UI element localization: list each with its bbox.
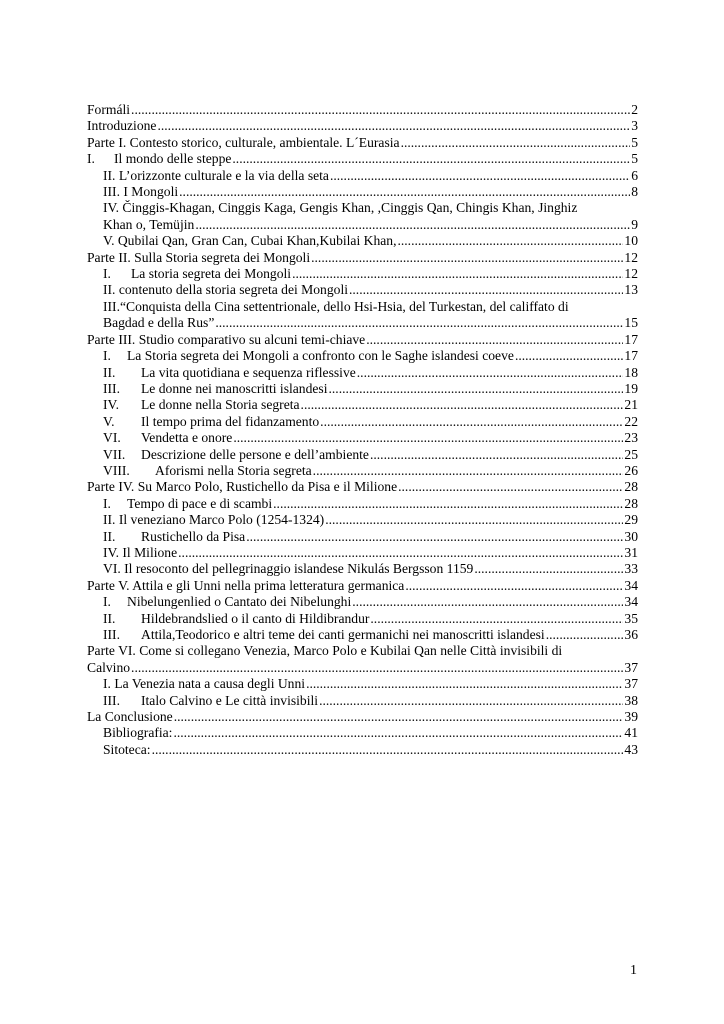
toc-dot-leader <box>152 742 624 758</box>
toc-entry-page: 10 <box>624 233 638 249</box>
toc-entry-page: 13 <box>624 282 638 298</box>
toc-entry-numeral: I. <box>103 348 111 364</box>
toc-dot-leader <box>357 365 624 381</box>
toc-dot-leader <box>215 315 623 331</box>
toc-entry-numeral: VII. <box>103 446 126 462</box>
toc-entry-numeral: I. <box>87 151 95 167</box>
toc-entry[interactable] <box>87 627 638 643</box>
toc-entry-page: 38 <box>624 692 638 708</box>
toc-entry-numeral: I. <box>103 594 111 610</box>
toc-entry-numeral: II. <box>103 528 116 544</box>
toc-entry-title: Hildebrandslied o il canto di Hildibrandur <box>141 610 370 626</box>
toc-dot-leader <box>131 102 630 118</box>
toc-entry-title: Parte I. Contesto storico, culturale, ambientale. L´Eurasia <box>87 134 400 150</box>
toc-entry-page: 5 <box>631 151 638 167</box>
toc-entry[interactable] <box>87 299 638 332</box>
toc-dot-leader <box>174 709 624 725</box>
toc-dot-leader <box>273 496 623 512</box>
toc-entry-title: Bagdad e della Rus” <box>103 315 215 331</box>
toc-dot-leader <box>233 430 623 446</box>
toc-entry-title: Nibelungenlied o Cantato dei Nibelunghi <box>127 594 352 610</box>
toc-entry-page: 3 <box>631 118 638 134</box>
toc-dot-leader <box>329 381 624 397</box>
toc-entry[interactable] <box>87 168 638 184</box>
toc-entry[interactable] <box>87 348 638 364</box>
toc-entry[interactable] <box>87 512 638 528</box>
toc-entry-page: 23 <box>624 430 638 446</box>
toc-entry-page: 43 <box>624 741 638 757</box>
toc-dot-leader <box>320 414 623 430</box>
toc-entry[interactable] <box>87 151 638 167</box>
toc-dot-leader <box>157 118 630 134</box>
toc-entry-page: 19 <box>624 380 638 396</box>
toc-entry[interactable] <box>87 545 638 561</box>
toc-dot-leader <box>398 479 623 495</box>
toc-entry[interactable] <box>87 594 638 610</box>
toc-entry[interactable] <box>87 118 638 134</box>
toc-entry-title: Il mondo delle steppe <box>114 151 232 167</box>
toc-entry-page: 5 <box>631 134 638 150</box>
toc-entry-title: Introduzione <box>87 118 157 134</box>
toc-dot-leader <box>173 725 623 741</box>
toc-entry[interactable] <box>87 397 638 413</box>
toc-entry-page: 37 <box>624 676 638 692</box>
toc-entry[interactable] <box>87 381 638 397</box>
toc-entry[interactable] <box>87 184 638 200</box>
toc-entry-numeral: VIII. <box>103 462 130 478</box>
toc-entry-page: 12 <box>624 266 638 282</box>
toc-entry-title: VI. Il resoconto del pellegrinaggio islandese Nikulás Bergsson 1159 <box>103 561 474 577</box>
toc-entry-title: Khan o, Temüjin <box>103 216 195 232</box>
toc-entry-title-line1: Parte VI. Come si collegano Venezia, Marco Polo e Kubilai Qan nelle Città invisibili di <box>87 643 563 659</box>
toc-dot-leader <box>319 693 623 709</box>
toc-entry-title: Tempo di pace e di scambi <box>127 495 273 511</box>
toc-entry-page: 28 <box>624 495 638 511</box>
toc-entry-page: 8 <box>631 184 638 200</box>
toc-entry[interactable] <box>87 693 638 709</box>
toc-dot-leader <box>179 184 630 200</box>
toc-entry-title-line1: IV. Činggis-Khagan, Cinggis Kaga, Gengis Khan, ,Cinggis Qan, Chingis Khan, Jinghiz <box>103 200 578 216</box>
toc-entry[interactable] <box>87 233 638 249</box>
toc-entry[interactable] <box>87 102 638 118</box>
toc-entry-page: 12 <box>624 249 638 265</box>
toc-dot-leader <box>131 660 623 676</box>
toc-dot-leader <box>311 250 623 266</box>
table-of-contents <box>87 102 638 758</box>
toc-dot-leader <box>401 135 631 151</box>
toc-entry[interactable] <box>87 463 638 479</box>
toc-dot-leader <box>306 676 623 692</box>
toc-entry-numeral: VI. <box>103 430 121 446</box>
toc-entry[interactable] <box>87 135 638 151</box>
toc-entry-title: Parte V. Attila e gli Unni nella prima letteratura germanica <box>87 577 405 593</box>
toc-dot-leader <box>292 266 623 282</box>
toc-entry[interactable] <box>87 365 638 381</box>
toc-dot-leader <box>397 233 623 249</box>
toc-entry[interactable] <box>87 479 638 495</box>
toc-dot-leader <box>405 578 623 594</box>
toc-entry-numeral: V. <box>103 413 115 429</box>
toc-dot-leader <box>515 348 623 364</box>
toc-entry-title: La Storia segreta dei Mongoli a confronto con le Saghe islandesi coeve <box>127 348 514 364</box>
toc-dot-leader <box>370 611 623 627</box>
toc-entry[interactable] <box>87 414 638 430</box>
toc-dot-leader <box>232 151 630 167</box>
toc-entry-title: Attila,Teodorico e altri teme dei canti germanichi nei manoscritti islandesi <box>141 627 545 642</box>
toc-entry[interactable] <box>87 496 638 512</box>
toc-entry[interactable] <box>87 725 638 741</box>
page-number: 1 <box>630 963 637 978</box>
toc-entry-numeral: III. <box>103 380 120 396</box>
toc-entry[interactable] <box>87 611 638 627</box>
toc-entry-title: III. I Mongoli <box>103 184 179 200</box>
toc-entry-numeral: III. <box>103 627 120 642</box>
toc-entry-title: Il tempo prima del fidanzamento <box>141 413 320 429</box>
toc-entry-title: II. contenuto della storia segreta dei Mongoli <box>103 282 348 298</box>
toc-entry-title: Parte III. Studio comparativo su alcuni temi-chiave <box>87 331 366 347</box>
toc-entry[interactable] <box>87 676 638 692</box>
toc-entry-title: Rustichello da Pisa <box>141 528 246 544</box>
toc-entry-page: 22 <box>624 413 638 429</box>
toc-entry[interactable] <box>87 250 638 266</box>
toc-entry-page: 31 <box>624 544 638 560</box>
toc-dot-leader <box>246 529 623 545</box>
toc-entry-numeral: I. <box>103 266 111 282</box>
toc-entry-numeral: IV. <box>103 397 119 413</box>
toc-entry[interactable] <box>87 643 638 676</box>
toc-entry-page: 17 <box>624 331 638 347</box>
toc-entry-numeral: III. <box>103 692 120 708</box>
toc-entry-page: 18 <box>624 364 638 380</box>
toc-entry-title: La Conclusione <box>87 709 173 725</box>
toc-dot-leader <box>366 332 623 348</box>
toc-entry-page: 30 <box>624 528 638 544</box>
toc-entry-title: La vita quotidiana e sequenza riflessive <box>141 364 356 380</box>
toc-dot-leader <box>313 463 624 479</box>
toc-entry-title: Italo Calvino e Le città invisibili <box>141 692 319 708</box>
toc-entry[interactable] <box>87 578 638 594</box>
toc-entry-page: 33 <box>624 561 638 577</box>
toc-entry-page: 35 <box>624 610 638 626</box>
toc-entry[interactable] <box>87 200 638 233</box>
toc-entry-page: 25 <box>624 446 638 462</box>
toc-dot-leader <box>352 594 623 610</box>
toc-dot-leader <box>370 447 623 463</box>
toc-entry-title: Aforismi nella Storia segreta <box>155 462 312 478</box>
toc-entry[interactable] <box>87 430 638 446</box>
toc-entry[interactable] <box>87 266 638 282</box>
toc-entry-title: Le donne nella Storia segreta <box>141 397 300 413</box>
toc-entry-title: Parte II. Sulla Storia segreta dei Mongoli <box>87 249 311 265</box>
toc-entry-page: 2 <box>631 102 638 117</box>
toc-entry[interactable] <box>87 332 638 348</box>
toc-entry-page: 9 <box>631 216 638 232</box>
toc-entry-page: 41 <box>624 725 638 741</box>
toc-entry-title: Sitoteca: <box>103 741 151 757</box>
toc-dot-leader <box>474 561 623 577</box>
toc-entry-title: Bibliografia: <box>103 725 173 741</box>
toc-entry[interactable] <box>87 742 638 758</box>
toc-dot-leader <box>349 282 623 298</box>
toc-entry-page: 21 <box>624 397 638 413</box>
toc-entry-numeral: II. <box>103 610 116 626</box>
toc-entry-page: 39 <box>624 709 638 725</box>
toc-entry-numeral: I. <box>103 495 111 511</box>
toc-dot-leader <box>178 545 623 561</box>
toc-entry-title: Parte IV. Su Marco Polo, Rustichello da Pisa e il Milione <box>87 479 398 495</box>
toc-entry-title: Formáli <box>87 102 131 117</box>
toc-entry-page: 26 <box>624 462 638 478</box>
toc-dot-leader <box>330 168 630 184</box>
toc-dot-leader <box>195 217 630 233</box>
toc-entry-page: 34 <box>624 594 638 610</box>
toc-entry-title: La storia segreta dei Mongoli <box>131 266 292 282</box>
toc-dot-leader <box>301 397 624 413</box>
toc-entry-title-line1: III.“Conquista della Cina settentrionale, dello Hsi-Hsia, del Turkestan, del califfato di <box>103 298 569 314</box>
toc-entry[interactable] <box>87 282 638 298</box>
toc-dot-leader <box>325 512 623 528</box>
toc-entry-title: Vendetta e onore <box>141 430 233 446</box>
toc-entry[interactable] <box>87 447 638 463</box>
toc-entry-title: Descrizione delle persone e dell’ambiente <box>141 446 369 462</box>
toc-entry-title: IV. Il Milione <box>103 544 178 560</box>
toc-entry-page: 6 <box>631 167 638 183</box>
toc-entry-page: 17 <box>624 348 638 364</box>
toc-entry[interactable] <box>87 709 638 725</box>
toc-dot-leader <box>546 627 624 643</box>
toc-entry-title: II. Il veneziano Marco Polo (1254-1324) <box>103 512 325 528</box>
toc-entry-title: V. Qubilai Qan, Gran Can, Cubai Khan,Kubilai Khan, <box>103 233 397 249</box>
toc-entry[interactable] <box>87 529 638 545</box>
toc-entry-page: 15 <box>624 315 638 331</box>
toc-entry-page: 28 <box>624 479 638 495</box>
toc-entry[interactable] <box>87 561 638 577</box>
toc-entry-title: I. La Venezia nata a causa degli Unni <box>103 676 306 692</box>
toc-entry-page: 37 <box>624 659 638 675</box>
toc-entry-title: II. L’orizzonte culturale e la via della seta <box>103 167 329 183</box>
toc-entry-page: 29 <box>624 512 638 528</box>
toc-entry-page: 34 <box>624 577 638 593</box>
toc-entry-page: 36 <box>624 627 638 642</box>
toc-entry-title: Calvino <box>87 659 131 675</box>
toc-entry-numeral: II. <box>103 364 116 380</box>
toc-entry-title: Le donne nei manoscritti islandesi <box>141 380 328 396</box>
